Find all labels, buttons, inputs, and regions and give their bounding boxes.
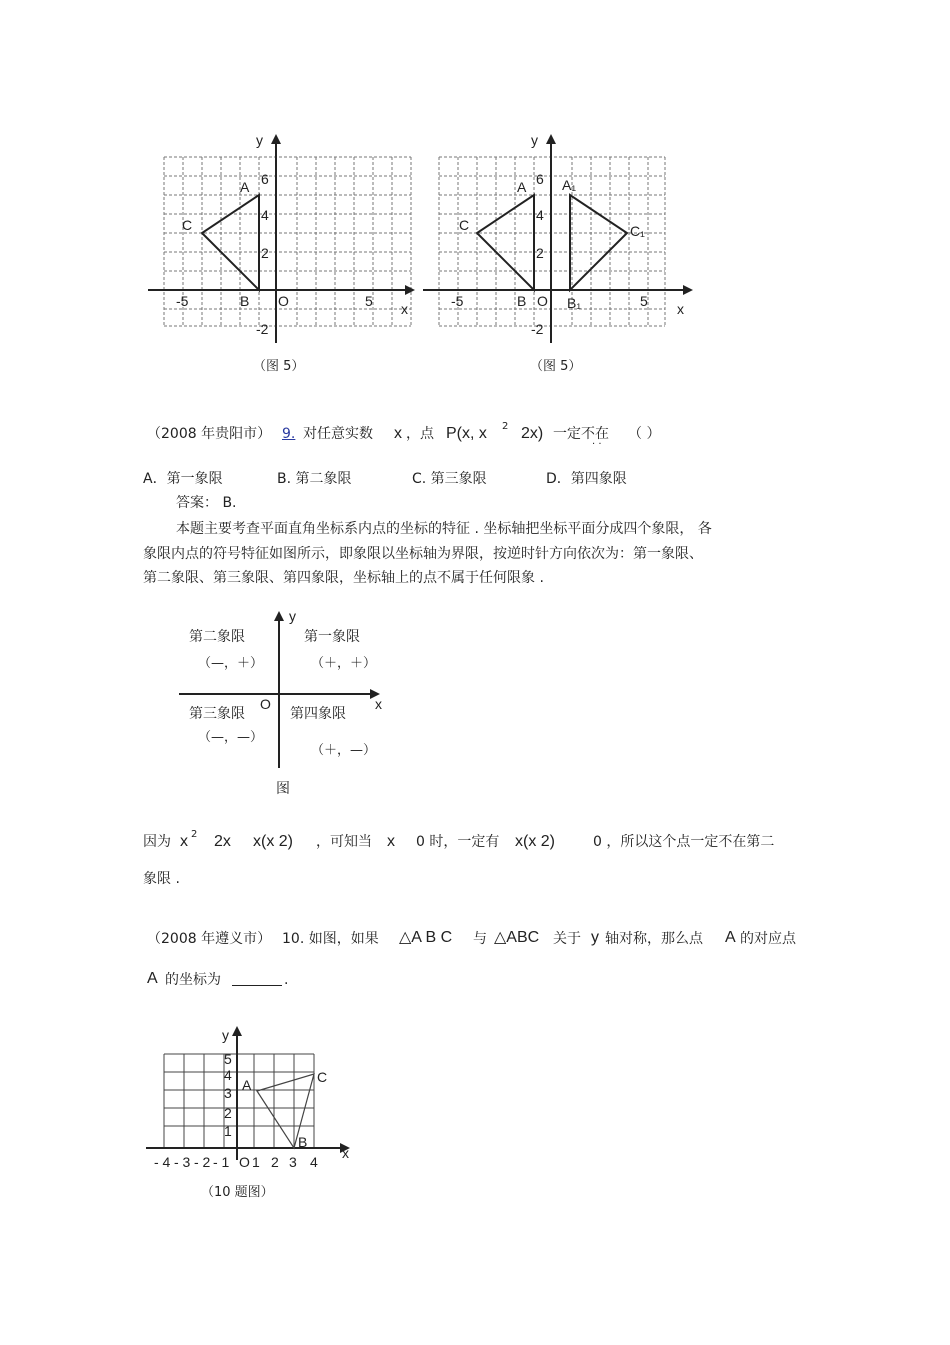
q10-axis: y [591,929,599,946]
figure10-caption: （10 题图） [201,1185,274,1200]
quadrant-axis-x: x [375,696,382,712]
figure5-right-graph [415,128,700,358]
reason-part-g: x(x 2) [515,833,555,850]
reason-line2: 象限 . [143,871,180,887]
figure5-left [140,128,420,358]
fig5l-tick-y6: 6 [261,171,269,187]
fig5l-point-c: C [182,217,193,233]
q10-triangle-2: △ABC [494,929,540,946]
reason-x: x [180,833,188,850]
q9-answer: 答案： B. [176,495,237,511]
q9-var-x: x [394,425,402,442]
fig10-x-tick-neg4: - 4 [154,1154,171,1170]
q10-source: （2008 年遵义市） [147,931,272,947]
fig10-x-tick-1: 1 [252,1154,260,1170]
fig5r-tick-y4: 4 [536,207,544,223]
fig5r-tick-5: 5 [640,293,648,309]
fig10-y-tick-3: 3 [224,1085,232,1101]
q9-point-expr-b: 2x) [521,425,544,442]
q9-number: 9. [282,426,296,442]
fig5r-point-c1: C₁ [630,223,645,239]
fig5r-tick-yneg2: -2 [531,321,544,337]
quadrant-2-sign: （—，＋） [198,656,264,671]
figure5-left-graph [140,128,420,358]
fig10-y-tick-5: 5 [224,1051,232,1067]
fig5l-tick-neg5: -5 [176,293,189,309]
q10-stem-c: 关于 [553,931,581,947]
fig5r-axis-x: x [677,301,684,317]
figure10 [140,1022,370,1172]
q10-answer-blank[interactable] [232,971,282,991]
fig5r-point-a: A [517,179,527,195]
q10-triangle-1: △A B C [399,929,453,946]
fig10-origin: O [239,1154,250,1170]
fig5r-point-b: B [517,293,527,309]
figure10-graph [140,1022,370,1172]
q10-point-a: A [725,929,736,946]
quadrant-3-label: 第三象限 [189,706,245,722]
quadrant-3-sign: （—，—） [198,730,264,745]
q9-emphasis-dots: · · [592,439,602,450]
quadrant-1-sign: （＋，＋） [311,656,377,671]
q9-option-c: C. 第三象限 [412,471,487,487]
reason-part-c: x(x 2) [253,833,293,850]
fig5l-axis-y: y [256,132,263,148]
fig10-x-tick-neg3: - 3 [174,1154,191,1170]
quadrant-axis-y: y [289,608,296,624]
figure5-left-caption: （图 5） [253,359,305,374]
reason-part-b: 2x [214,833,231,850]
q9-stem-a: 对任意实数 [303,426,373,442]
fig10-axis-x: x [342,1145,349,1161]
figure5-right [415,128,700,358]
q10-line2-text: 的坐标为 [165,972,221,988]
reason-exponent: 2 [191,829,198,840]
quadrant-2-label: 第二象限 [189,629,245,645]
reason-part-f: 0 时，一定有 [416,834,500,850]
q9-stem-b: ，点 [406,426,434,442]
reason-part-a: 因为 [143,834,171,850]
fig10-x-tick-neg2: - 2 [194,1154,211,1170]
fig5r-axis-y: y [531,132,538,148]
fig5l-point-a: A [240,179,250,195]
fig5r-point-b1: B₁ [567,295,582,311]
fig10-point-a: A [242,1077,252,1093]
quadrant-caption: 图 [276,781,290,797]
fig10-y-tick-2: 2 [224,1105,232,1121]
q10-stem-d: 轴对称，那么点 [605,931,703,947]
fig10-y-tick-1: 1 [224,1123,232,1139]
fig5l-tick-5: 5 [365,293,373,309]
q9-explain-line1: 本题主要考查平面直角坐标系内点的坐标的特征 . 坐标轴把坐标平面分成四个象限， 各 [176,521,712,537]
reason-part-d: ，可知当 [316,834,372,850]
fig10-axis-y: y [222,1027,229,1043]
fig10-x-tick-4: 4 [310,1154,318,1170]
fig5r-point-a1: A₁ [562,177,577,193]
q9-answer-paren: （ ） [628,426,661,442]
fig5l-point-b: B [240,293,250,309]
fig10-x-tick-2: 2 [271,1154,279,1170]
fig10-x-tick-neg1: - 1 [213,1154,230,1170]
fig5l-origin: O [278,293,289,309]
q9-explain-line3: 第二象限、第三象限、第四象限，坐标轴上的点不属于任何限象 . [143,570,544,586]
reason-part-h: 0 ，所以这个点一定不在第二 [593,834,775,850]
q9-stem-c: 一定不在 [553,426,609,442]
q9-exponent: 2 [502,421,509,432]
fig5r-origin: O [537,293,548,309]
q9-option-b: B. 第二象限 [277,471,352,487]
fig5l-axis-x: x [401,301,408,317]
quadrant-origin: O [260,696,271,712]
fig5r-point-c: C [459,217,470,233]
q10-stem-b: 与 [473,931,487,947]
quadrant-1-label: 第一象限 [304,629,360,645]
fig5r-tick-y6: 6 [536,171,544,187]
fig5r-tick-neg5: -5 [451,293,464,309]
q9-option-a: A．第一象限 [143,471,223,487]
q10-line2-a: A [147,970,158,987]
fig5l-tick-y4: 4 [261,207,269,223]
figure5-right-caption: （图 5） [530,359,582,374]
fig10-point-c: C [317,1069,328,1085]
fig10-y-tick-4: 4 [224,1067,232,1083]
q9-point-expr: P(x, x [446,425,487,442]
q10-line2-end: . [284,972,289,988]
quadrant-4-sign: （＋，—） [311,743,377,758]
q9-option-d: D．第四象限 [546,471,627,487]
q10-stem-e: 的对应点 [740,931,796,947]
q10-stem-a: 10. 如图，如果 [282,931,379,947]
reason-part-e: x [387,833,395,850]
fig5r-tick-y2: 2 [536,245,544,261]
q9-source: （2008 年贵阳市） [147,426,272,442]
fig10-point-b: B [298,1134,308,1150]
fig5l-tick-y2: 2 [261,245,269,261]
fig5l-tick-yneg2: -2 [256,321,269,337]
q9-explain-line2: 象限内点的符号特征如图所示，即象限以坐标轴为界限，按逆时针方向依次为：第一象限、 [143,546,703,562]
quadrant-4-label: 第四象限 [290,706,346,722]
fig10-x-tick-3: 3 [289,1154,297,1170]
